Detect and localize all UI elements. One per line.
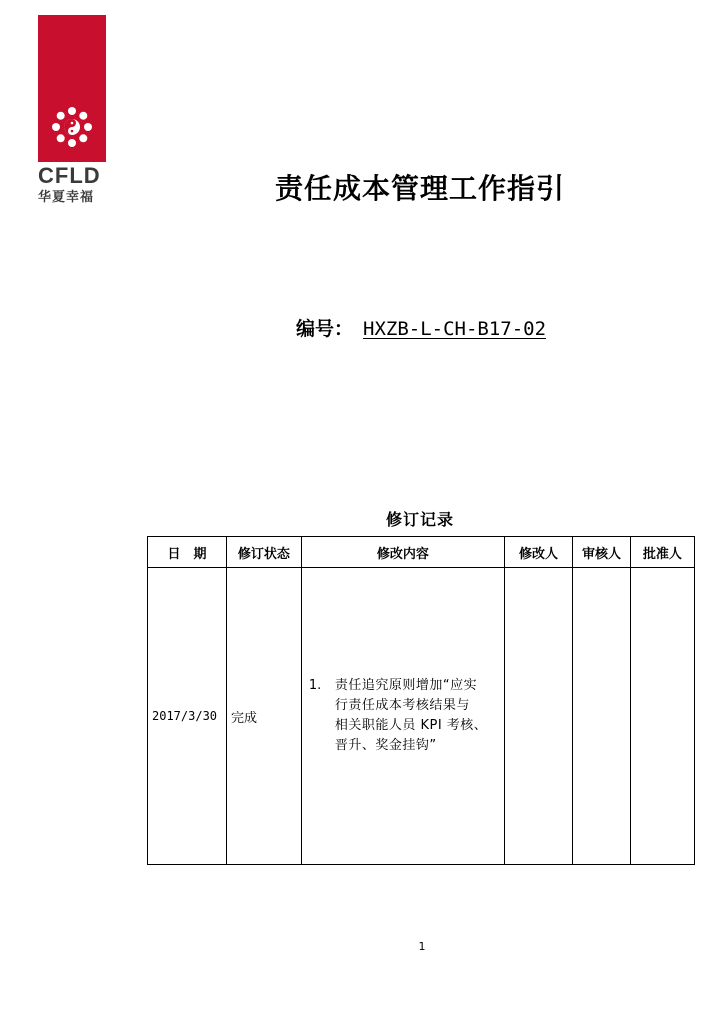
table-header-row — [148, 537, 695, 568]
logo-text — [38, 165, 118, 205]
header-status: 修订状态 — [227, 537, 302, 568]
header-reviewer: 审核人 — [573, 537, 631, 568]
brand-name-cn: 华夏幸福 — [38, 189, 95, 204]
document-code-label: 编号： — [296, 318, 354, 340]
flower-circle-icon — [50, 105, 94, 149]
page-number: 1 — [418, 940, 426, 953]
cell-content — [301, 568, 504, 865]
content-list-item — [305, 676, 501, 756]
cell-approver — [630, 568, 694, 865]
table-row — [148, 568, 695, 865]
header-approver: 批准人 — [630, 537, 694, 568]
document-title: 责任成本管理工作指引 — [274, 172, 565, 205]
brand-name: CFLD — [38, 163, 101, 188]
logo-block — [38, 15, 106, 162]
document-code-value: HXZB-L-CH-B17-02 — [363, 318, 547, 340]
header-date: 日 期 — [148, 537, 227, 568]
document-code — [296, 314, 546, 341]
revision-table — [147, 536, 695, 865]
header-content: 修改内容 — [301, 537, 504, 568]
cell-reviewer — [573, 568, 631, 865]
header-editor: 修改人 — [504, 537, 572, 568]
cell-status: 完成 — [227, 568, 302, 865]
content-number: 1. — [308, 678, 322, 693]
cell-editor — [504, 568, 572, 865]
content-text: 责任追究原则增加“应实 行责任成本考核结果与 相关职能人员 KPI 考核、 晋升、奖金挂钩” — [334, 678, 488, 753]
cell-date: 2017/3/30 — [148, 568, 227, 865]
revision-title: 修订记录 — [385, 510, 454, 529]
